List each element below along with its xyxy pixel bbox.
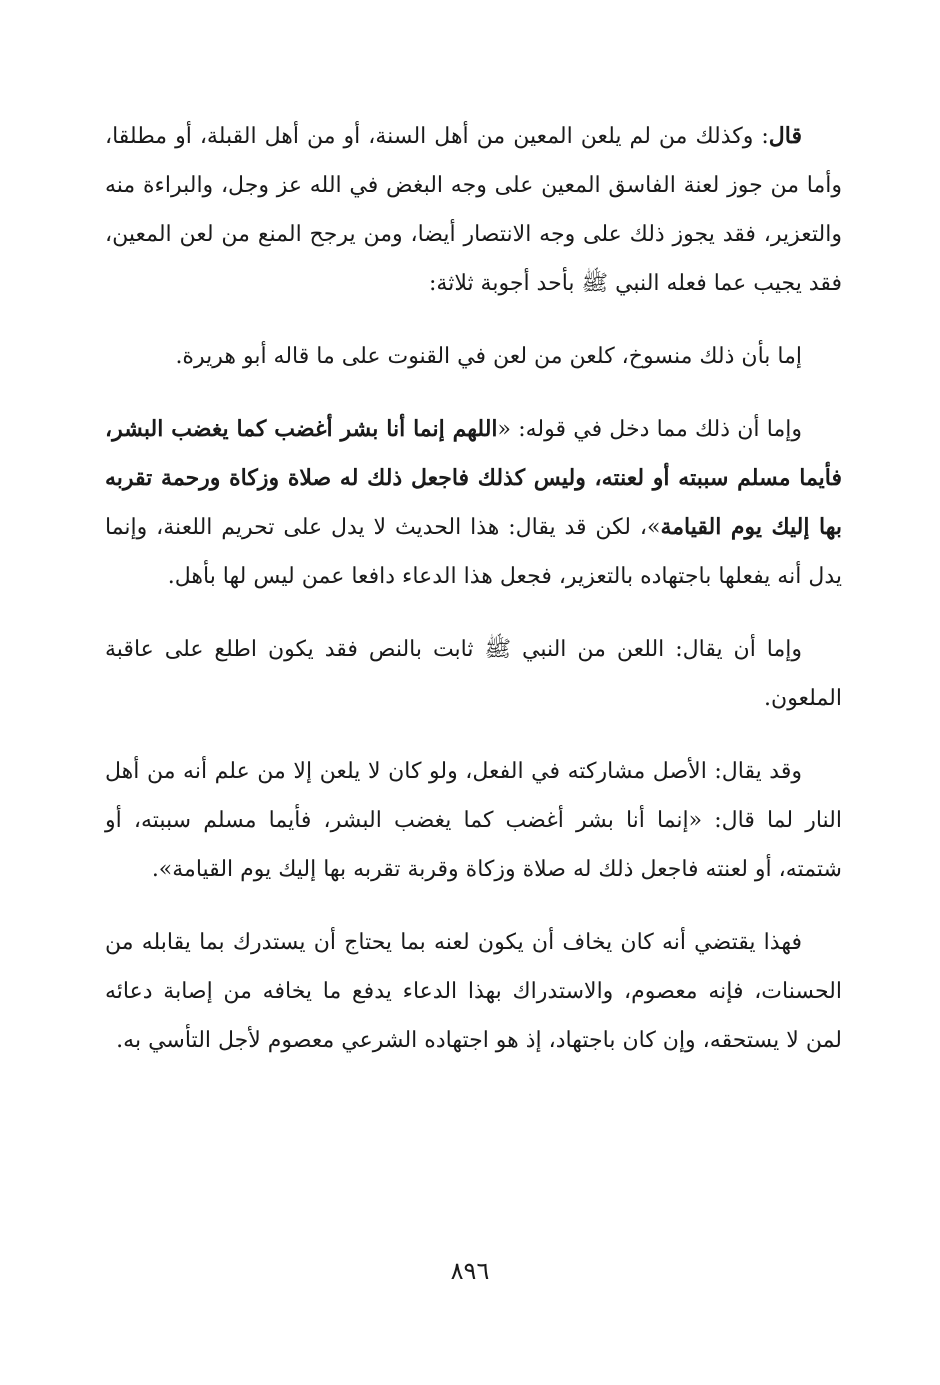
page-body — [105, 112, 842, 1089]
paragraph-text: إما بأن ذلك منسوخ، كلعن من لعن في القنوت على ما قاله أبو هريرة. — [175, 344, 802, 369]
paragraph-4 — [105, 625, 842, 723]
paragraph-5 — [105, 747, 842, 894]
paragraph-3 — [105, 405, 842, 601]
paragraph-text-before: وإما أن ذلك مما دخل في قوله: « — [497, 417, 802, 442]
paragraph-lead: قال — [768, 123, 802, 149]
paragraph-2 — [105, 332, 842, 381]
page-number: ٨٩٦ — [450, 1257, 490, 1285]
paragraph-6 — [105, 918, 842, 1065]
paragraph-text: : وكذلك من لم يلعن المعين من أهل السنة، أو من أهل القبلة، أو مطلقا، وأما من جوز لعنة الفاسق المعين على وجه البغض في الله عز وجل، والبراءة منه والتعزير، فقد يجوز ذلك على وجه الانتصار أيضا، ومن يرجح المنع من لعن المعين، فقد يجيب عما فعله النبي ﷺ بأحد أجوبة ثلاثة: — [105, 124, 842, 296]
hadith-quote: اللهم إنما أنا بشر أغضب كما يغضب البشر، فأيما مسلم سببته أو لعنته، وليس كذلك فاجعل ذلك له صلاة وزكاة ورحمة تقربه بها إليك يوم القيامة — [105, 416, 842, 540]
paragraph-text: وقد يقال: الأصل مشاركته في الفعل، ولو كان لا يلعن إلا من علم أنه من أهل النار لما قال: «إنما أنا بشر أغضب كما يغضب البشر، فأيما مسلم سببته، أو شتمته، أو لعنته فاجعل ذلك له صلاة وزكاة وقربة تقربه بها إليك يوم القيامة». — [105, 759, 842, 882]
paragraph-text: وإما أن يقال: اللعن من النبي ﷺ ثابت بالنص فقد يكون اطلع على عاقبة الملعون. — [105, 637, 842, 711]
paragraph-text-after: »، لكن قد يقال: هذا الحديث لا يدل على تحريم اللعنة، وإنما يدل أنه يفعلها باجتهاده بالتعزير، فجعل هذا الدعاء دافعا عمن ليس لها بأهل. — [105, 515, 842, 589]
paragraph-1 — [105, 112, 842, 308]
paragraph-text: فهذا يقتضي أنه كان يخاف أن يكون لعنه بما يحتاج أن يستدرك بما يقابله من الحسنات، فإنه معصوم، والاستدراك بهذا الدعاء يدفع ما يخافه من إصابة دعائه لمن لا يستحقه، وإن كان باجتهاد، إذ هو اجتهاده الشرعي معصوم لأجل التأسي به. — [105, 930, 842, 1053]
